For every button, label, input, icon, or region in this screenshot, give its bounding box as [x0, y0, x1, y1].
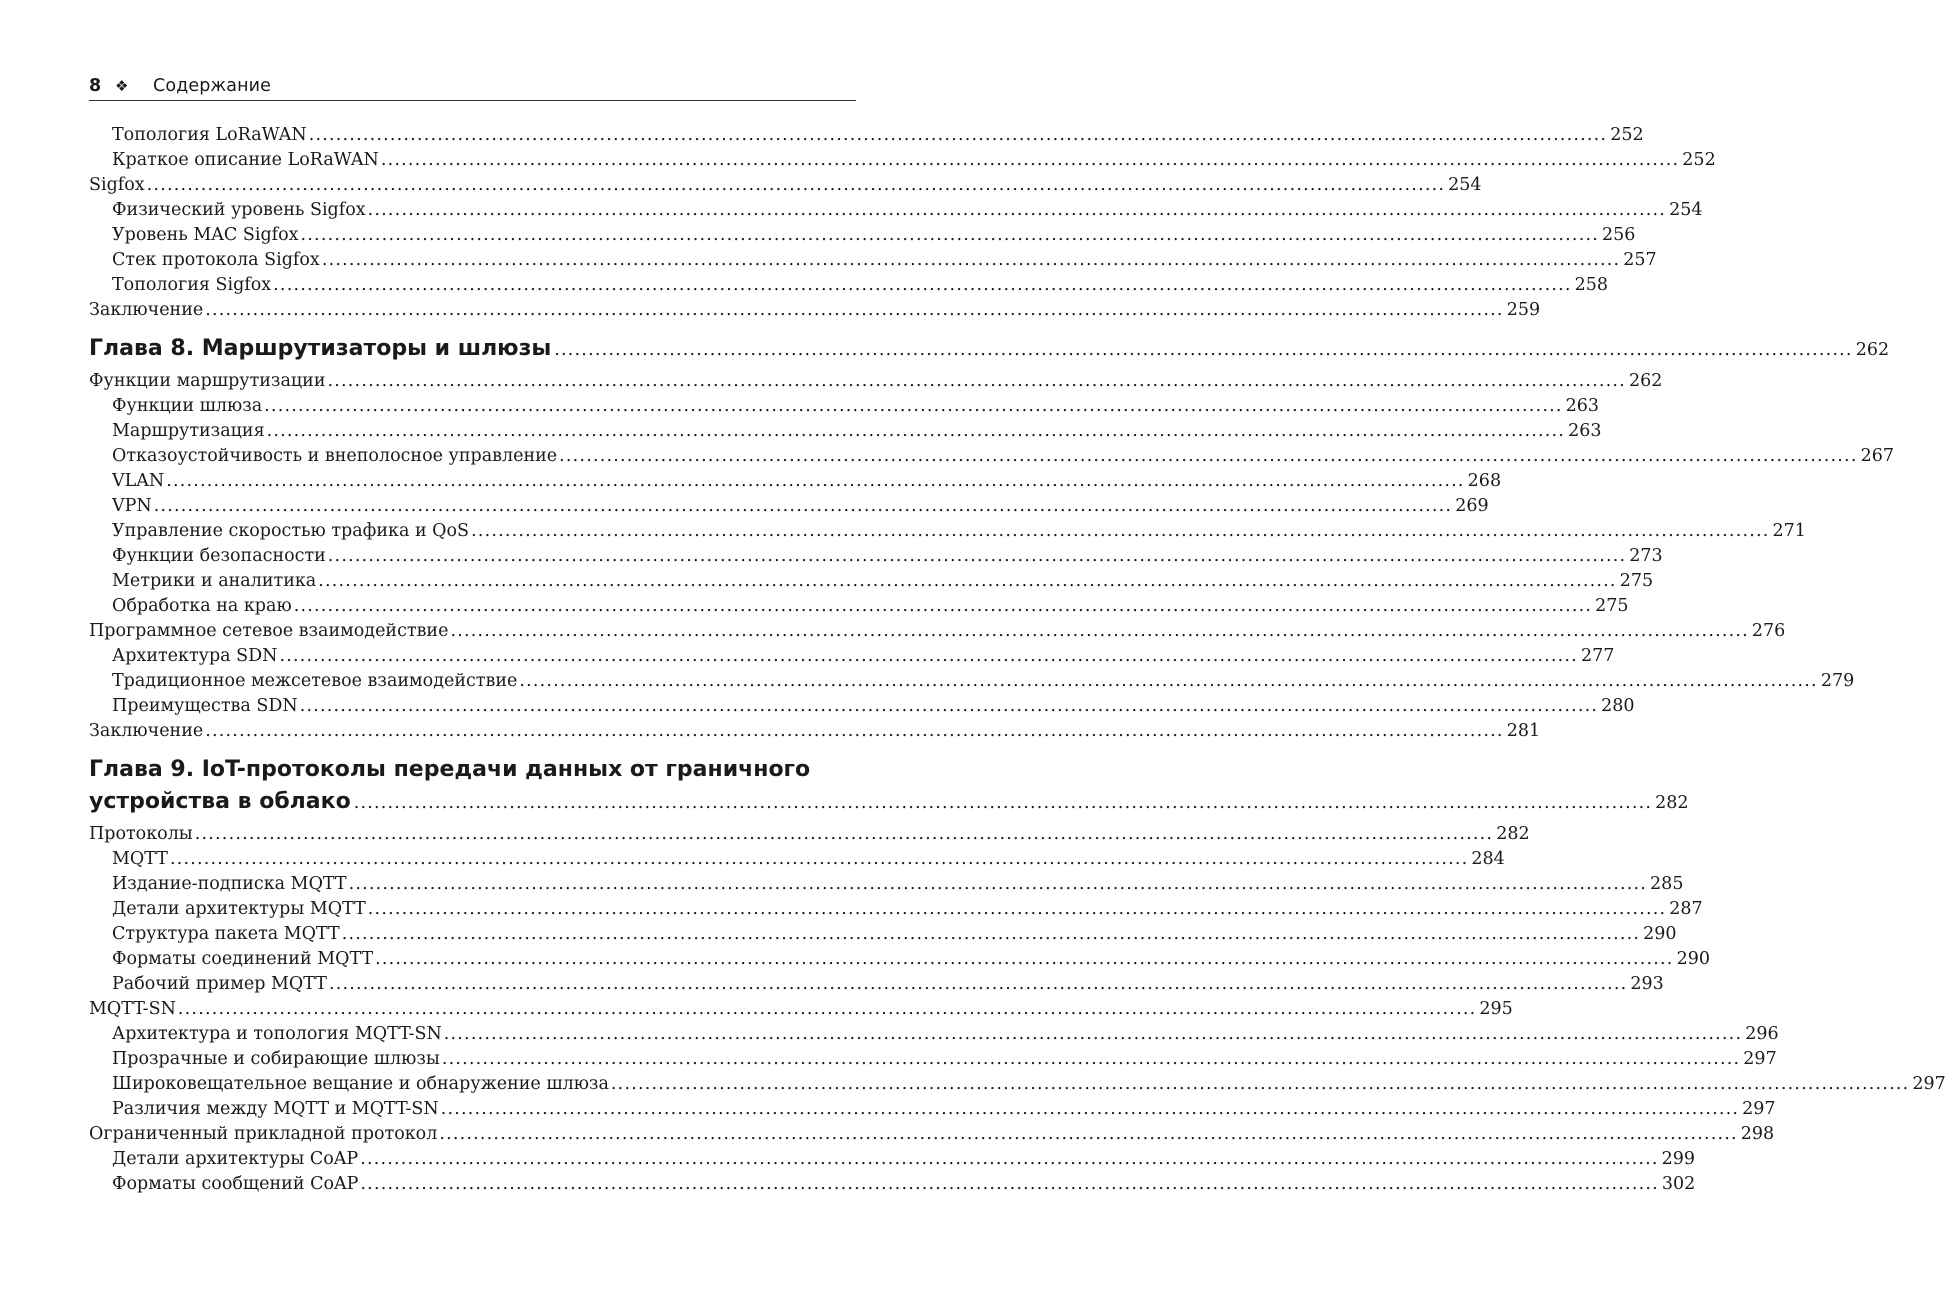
toc-entry-title: Отказоустойчивость и внеполосное управление	[112, 446, 558, 466]
toc-section-a	[89, 123, 1716, 323]
toc-entry-page: 297	[1743, 1049, 1777, 1069]
toc-entry-title: Заключение	[89, 721, 204, 741]
toc-entry-title: Функции шлюза	[112, 396, 263, 416]
toc-entry-page: 287	[1669, 899, 1703, 919]
toc-entry-page: 269	[1455, 496, 1489, 516]
toc-entry-page: 263	[1568, 421, 1602, 441]
toc-entry-page: 285	[1650, 874, 1684, 894]
toc-entry[interactable]	[89, 822, 1530, 847]
toc-entry[interactable]	[89, 719, 1541, 744]
toc-entry[interactable]	[89, 619, 1786, 644]
dot-leader: ................................................................................................................................................................................................	[443, 1024, 1743, 1044]
toc-entry-title: Архитектура и топология MQTT-SN	[112, 1024, 442, 1044]
toc-entry-page: 280	[1601, 696, 1635, 716]
toc-entry-page: 273	[1629, 546, 1663, 566]
toc-entry-page: 258	[1574, 275, 1609, 295]
dot-leader: ................................................................................................................................................................................................	[318, 571, 1617, 591]
toc-entry-page: 281	[1506, 721, 1541, 741]
toc-entry[interactable]	[89, 544, 1663, 569]
chapter-8-heading[interactable]	[89, 333, 1890, 365]
toc-entry-page: 256	[1601, 225, 1636, 245]
toc-entry-page: 252	[1610, 125, 1644, 145]
toc-entry[interactable]	[89, 469, 1502, 494]
toc-entry[interactable]	[89, 519, 1806, 544]
chapter-title-line2: устройства в облако	[89, 789, 351, 814]
table-of-contents	[89, 123, 1946, 1197]
toc-entry-title: Краткое описание LoRaWAN	[112, 150, 379, 170]
dot-leader: ................................................................................................................................................................................................	[554, 340, 1853, 360]
toc-entry-title: Уровень MAC Sigfox	[112, 225, 299, 245]
toc-entry-page: 267	[1860, 446, 1894, 466]
dot-leader: ................................................................................................................................................................................................	[327, 546, 1627, 566]
toc-entry-page: 257	[1623, 250, 1657, 270]
toc-entry-page: 275	[1619, 571, 1654, 591]
toc-entry[interactable]	[89, 273, 1609, 298]
toc-entry-page: 302	[1661, 1174, 1696, 1194]
dot-leader: ................................................................................................................................................................................................	[559, 446, 1858, 466]
toc-entry-title: Рабочий пример MQTT	[112, 974, 327, 994]
toc-entry[interactable]	[89, 594, 1629, 619]
toc-entry-title: Широковещательное вещание и обнаружение шлюза	[112, 1074, 609, 1094]
toc-entry-title: MQTT-SN	[89, 999, 176, 1019]
toc-entry[interactable]	[89, 369, 1663, 394]
page-number: 8	[89, 76, 102, 96]
toc-entry-title: Топология LoRaWAN	[112, 125, 307, 145]
toc-entry-title: Детали архитектуры CoAP	[112, 1149, 359, 1169]
dot-leader: ................................................................................................................................................................................................	[146, 175, 1446, 195]
dot-leader: ................................................................................................................................................................................................	[610, 1074, 1910, 1094]
dot-leader: ................................................................................................................................................................................................	[367, 899, 1667, 919]
toc-entry-title: Метрики и аналитика	[112, 571, 317, 591]
toc-entry-page: 275	[1595, 596, 1629, 616]
running-header-title: Содержание	[153, 76, 271, 96]
toc-entry[interactable]	[89, 394, 1600, 419]
toc-entry-page: 282	[1496, 824, 1530, 844]
toc-entry-title: Традиционное межсетевое взаимодействие	[112, 671, 518, 691]
dot-leader: ................................................................................................................................................................................................	[308, 125, 1608, 145]
toc-entry-page: 297	[1742, 1099, 1776, 1119]
toc-entry[interactable]	[89, 972, 1664, 997]
toc-entry-page: 284	[1471, 849, 1505, 869]
toc-entry[interactable]	[89, 1022, 1779, 1047]
dot-leader: ................................................................................................................................................................................................	[367, 200, 1667, 220]
toc-entry-title: Детали архитектуры MQTT	[112, 899, 366, 919]
toc-entry[interactable]	[89, 872, 1684, 897]
chapter-title: Глава 8. Маршрутизаторы и шлюзы	[89, 336, 552, 361]
toc-entry[interactable]	[89, 847, 1505, 872]
dot-leader: ................................................................................................................................................................................................	[321, 250, 1621, 270]
toc-entry[interactable]	[89, 248, 1657, 273]
chapter-title-line1: Глава 9. IoT-протоколы передачи данных от граничного	[89, 757, 811, 782]
toc-entry-page: 299	[1661, 1149, 1696, 1169]
toc-entry[interactable]	[89, 123, 1644, 148]
toc-entry-page: 252	[1682, 150, 1716, 170]
running-header	[89, 72, 856, 101]
toc-entry[interactable]	[89, 922, 1677, 947]
toc-entry-title: Форматы соединений MQTT	[112, 949, 374, 969]
dot-leader: ................................................................................................................................................................................................	[328, 974, 1628, 994]
dot-leader: ................................................................................................................................................................................................	[266, 421, 1566, 441]
toc-entry[interactable]	[89, 997, 1513, 1022]
toc-entry-page: 263	[1565, 396, 1600, 416]
dot-leader: ................................................................................................................................................................................................	[360, 1149, 1659, 1169]
toc-entry-title: Архитектура SDN	[112, 646, 278, 666]
toc-entry[interactable]	[89, 1172, 1696, 1197]
toc-entry-page: 259	[1506, 300, 1541, 320]
toc-entry[interactable]	[89, 694, 1635, 719]
toc-entry-title: MQTT	[112, 849, 168, 869]
dot-leader: ................................................................................................................................................................................................	[450, 621, 1749, 641]
dot-leader: ................................................................................................................................................................................................	[279, 646, 1578, 666]
toc-entry-title: Sigfox	[89, 175, 145, 195]
toc-entry-title: Заключение	[89, 300, 204, 320]
dot-leader: ................................................................................................................................................................................................	[439, 1124, 1738, 1144]
toc-entry-page: 254	[1669, 200, 1703, 220]
toc-entry-title: Управление скоростью трафика и QoS	[112, 521, 470, 541]
dot-leader: ................................................................................................................................................................................................	[177, 999, 1477, 1019]
toc-entry-page: 296	[1745, 1024, 1779, 1044]
dot-leader: ................................................................................................................................................................................................	[341, 924, 1641, 944]
toc-entry[interactable]	[89, 148, 1716, 173]
ornament-icon: ❖	[115, 77, 129, 95]
toc-entry-title: Форматы сообщений CoAP	[112, 1174, 359, 1194]
toc-entry-title: Физический уровень Sigfox	[112, 200, 366, 220]
toc-entry[interactable]	[89, 897, 1703, 922]
dot-leader: ................................................................................................................................................................................................	[293, 596, 1593, 616]
toc-entry-title: Топология Sigfox	[112, 275, 272, 295]
toc-entry[interactable]	[89, 1122, 1775, 1147]
dot-leader: ................................................................................................................................................................................................	[153, 496, 1453, 516]
toc-entry[interactable]	[89, 1047, 1777, 1072]
dot-leader: ................................................................................................................................................................................................	[380, 150, 1680, 170]
dot-leader: ................................................................................................................................................................................................	[348, 874, 1648, 894]
toc-entry-title: Ограниченный прикладной протокол	[89, 1124, 438, 1144]
dot-leader: ................................................................................................................................................................................................	[299, 696, 1599, 716]
toc-entry-page: 279	[1820, 671, 1855, 691]
toc-entry-title: Преимущества SDN	[112, 696, 298, 716]
toc-entry[interactable]	[89, 223, 1636, 248]
toc-entry-title: Маршрутизация	[112, 421, 265, 441]
dot-leader: ................................................................................................................................................................................................	[205, 300, 1504, 320]
toc-entry-page: 277	[1580, 646, 1615, 666]
dot-leader: ................................................................................................................................................................................................	[353, 793, 1653, 813]
toc-entry-page: 271	[1772, 521, 1806, 541]
toc-entry-title: Программное сетевое взаимодействие	[89, 621, 449, 641]
toc-entry-page: 298	[1740, 1124, 1775, 1144]
toc-entry-title: Функции маршрутизации	[89, 371, 326, 391]
chapter-page: 262	[1855, 340, 1890, 360]
dot-leader: ................................................................................................................................................................................................	[440, 1099, 1740, 1119]
toc-entry[interactable]	[89, 494, 1489, 519]
toc-entry[interactable]	[89, 644, 1615, 669]
toc-entry-title: VPN	[112, 496, 152, 516]
dot-leader: ................................................................................................................................................................................................	[169, 849, 1469, 869]
toc-entry[interactable]	[89, 1147, 1696, 1172]
toc-entry[interactable]	[89, 669, 1855, 694]
toc-entry[interactable]	[89, 419, 1602, 444]
toc-entry-page: 297	[1912, 1074, 1946, 1094]
toc-entry-title: Различия между MQTT и MQTT-SN	[112, 1099, 439, 1119]
dot-leader: ................................................................................................................................................................................................	[441, 1049, 1741, 1069]
toc-entry-page: 262	[1628, 371, 1663, 391]
toc-section-b	[89, 369, 1894, 744]
toc-entry[interactable]	[89, 173, 1482, 198]
dot-leader: ................................................................................................................................................................................................	[327, 371, 1626, 391]
toc-entry-title: Прозрачные и собирающие шлюзы	[112, 1049, 440, 1069]
toc-section-c	[89, 822, 1946, 1197]
toc-entry[interactable]	[89, 569, 1654, 594]
toc-entry[interactable]	[89, 1072, 1946, 1097]
toc-entry-title: Функции безопасности	[112, 546, 326, 566]
dot-leader: ................................................................................................................................................................................................	[519, 671, 1818, 691]
toc-entry-title: Издание-подписка MQTT	[112, 874, 347, 894]
dot-leader: ................................................................................................................................................................................................	[166, 471, 1465, 491]
toc-entry[interactable]	[89, 298, 1541, 323]
chapter-9-heading[interactable]	[89, 754, 1689, 818]
toc-entry-page: 290	[1643, 924, 1677, 944]
toc-entry-page: 290	[1676, 949, 1710, 969]
toc-entry-page: 295	[1479, 999, 1513, 1019]
toc-entry-title: Структура пакета MQTT	[112, 924, 340, 944]
toc-entry-title: VLAN	[112, 471, 165, 491]
toc-entry[interactable]	[89, 444, 1894, 469]
toc-entry-title: Протоколы	[89, 824, 193, 844]
toc-entry-title: Обработка на краю	[112, 596, 292, 616]
dot-leader: ................................................................................................................................................................................................	[205, 721, 1504, 741]
toc-entry[interactable]	[89, 947, 1710, 972]
dot-leader: ................................................................................................................................................................................................	[300, 225, 1599, 245]
toc-entry-title: Стек протокола Sigfox	[112, 250, 320, 270]
dot-leader: ................................................................................................................................................................................................	[360, 1174, 1659, 1194]
toc-entry-page: 254	[1448, 175, 1482, 195]
toc-entry-page: 276	[1751, 621, 1786, 641]
toc-entry-page: 293	[1630, 974, 1664, 994]
dot-leader: ................................................................................................................................................................................................	[471, 521, 1770, 541]
dot-leader: ................................................................................................................................................................................................	[273, 275, 1572, 295]
dot-leader: ................................................................................................................................................................................................	[194, 824, 1494, 844]
chapter-page: 282	[1655, 793, 1689, 813]
dot-leader: ................................................................................................................................................................................................	[375, 949, 1674, 969]
toc-entry-page: 268	[1467, 471, 1502, 491]
dot-leader: ................................................................................................................................................................................................	[264, 396, 1563, 416]
toc-entry[interactable]	[89, 198, 1703, 223]
toc-entry[interactable]	[89, 1097, 1776, 1122]
